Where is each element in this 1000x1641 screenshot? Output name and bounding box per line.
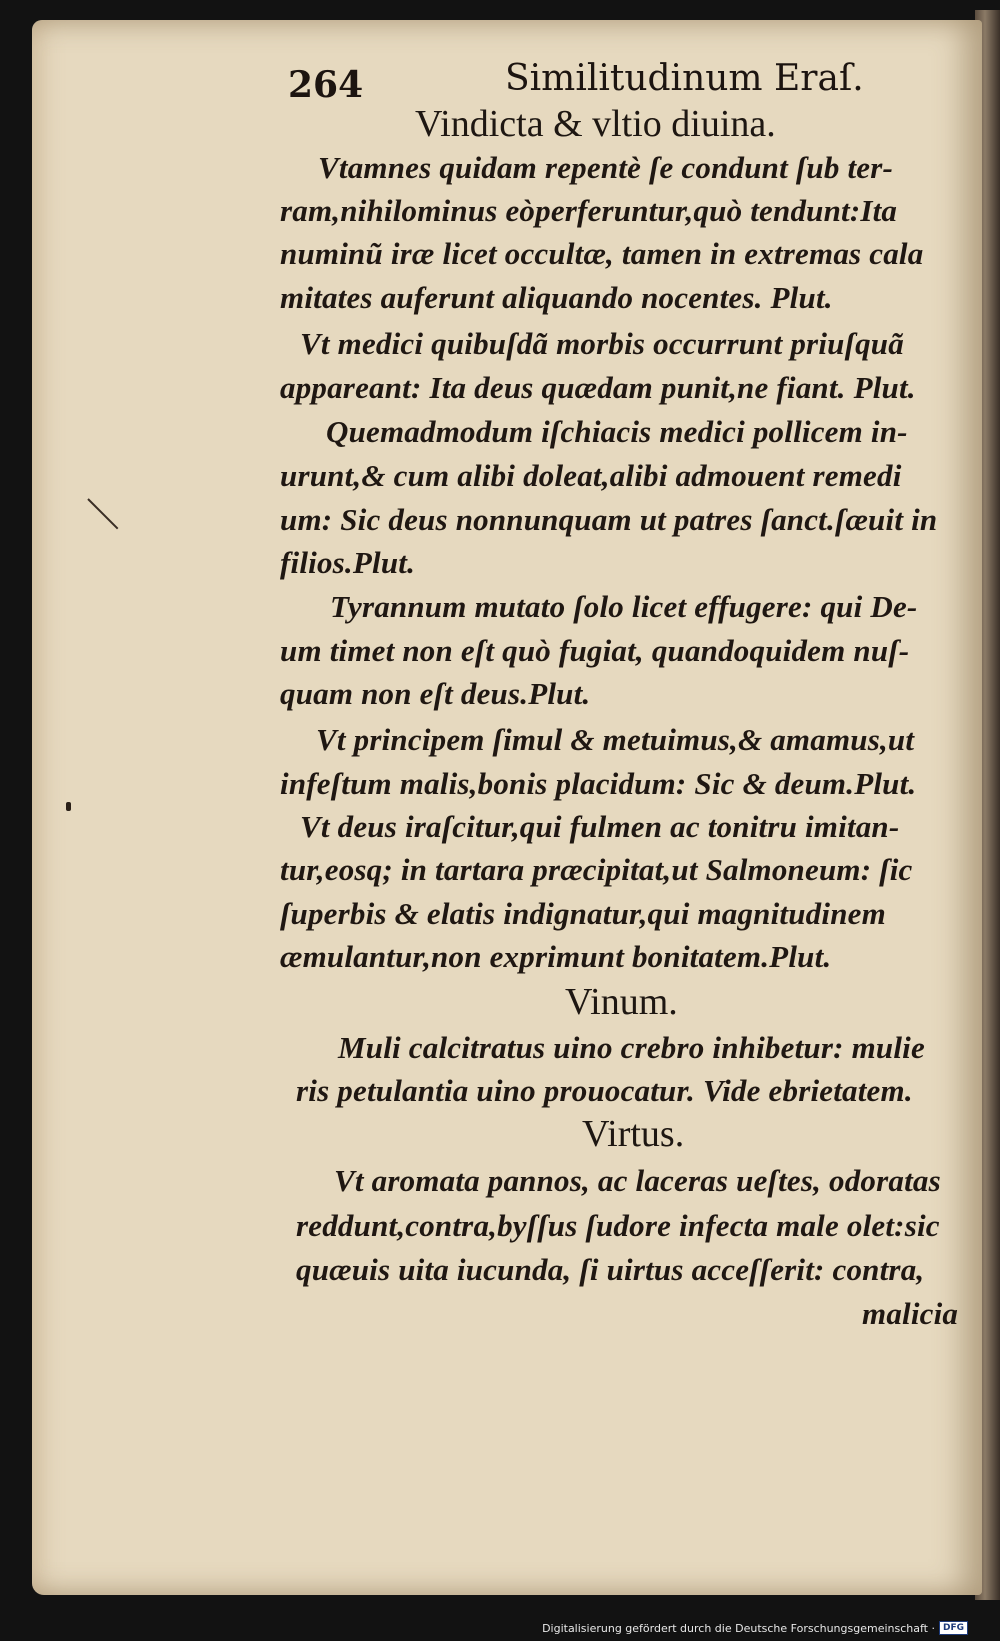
page-number: 264 xyxy=(288,64,364,106)
heading-vinum: Vinum. xyxy=(565,981,678,1023)
text-line: Vt aromata pannos, ac laceras ueſtes, odoratas xyxy=(334,1163,941,1198)
text-line: ram,nihilominus eòperferuntur,quò tendunt:Ita xyxy=(280,193,898,228)
text-line: reddunt,contra,byſſus ſudore infecta male olet:sic xyxy=(296,1208,940,1243)
text-line: quam non eſt deus.Plut. xyxy=(280,676,591,711)
text-line: ris petulantia uino prouocatur. Vide ebrietatem. xyxy=(296,1073,913,1108)
heading-virtus: Virtus. xyxy=(582,1113,685,1155)
footer-text: Digitalisierung gefördert durch die Deutsche Forschungsgemeinschaft · xyxy=(542,1621,935,1635)
text-line: um: Sic deus nonnunquam ut patres ſanct.ſæuit in xyxy=(280,502,938,537)
running-title: Similitudinum Eraſ. xyxy=(505,58,864,99)
digitization-footer xyxy=(542,1621,968,1635)
text-line: tur,eosq; in tartara præcipitat,ut Salmoneum: ſic xyxy=(280,852,913,887)
text-line: Muli calcitratus uino crebro inhibetur: mulie xyxy=(338,1030,925,1065)
dfg-logo: DFG xyxy=(939,1621,968,1635)
text-line: quæuis uita iucunda, ſi uirtus acceſſerit: contra, xyxy=(296,1252,925,1287)
text-line: urunt,& cum alibi doleat,alibi admouent remedi xyxy=(280,458,902,493)
text-line: ſuperbis & elatis indignatur,qui magnitudinem xyxy=(280,896,886,931)
text-line: numinũ iræ licet occultæ, tamen in extremas cala xyxy=(280,236,924,271)
text-line: Quemadmodum iſchiacis medici pollicem in- xyxy=(326,414,908,449)
text-line: filios.Plut. xyxy=(280,545,416,580)
catchword: malicia xyxy=(862,1296,959,1331)
text-line: infeſtum malis,bonis placidum: Sic & deum.Plut. xyxy=(280,766,917,801)
ink-spot xyxy=(66,802,71,811)
text-line: Vt principem ſimul & metuimus,& amamus,ut xyxy=(316,722,915,757)
text-line: Vtamnes quidam repentè ſe condunt ſub ter- xyxy=(318,150,894,185)
text-line: mitates auferunt aliquando nocentes. Plut. xyxy=(280,280,833,315)
text-line: Tyrannum mutato ſolo licet effugere: qui De- xyxy=(330,589,918,624)
text-line: um timet non eſt quò fugiat, quandoquidem nuſ- xyxy=(280,633,910,668)
text-line: æmulantur,non exprimunt bonitatem.Plut. xyxy=(280,939,832,974)
text-line: Vt deus iraſcitur,qui fulmen ac tonitru imitan- xyxy=(300,809,900,844)
heading-vindicta: Vindicta & vltio diuina. xyxy=(415,103,776,145)
text-line: Vt medici quibuſdã morbis occurrunt priuſquã xyxy=(300,326,904,361)
text-line: appareant: Ita deus quædam punit,ne fiant. Plut. xyxy=(280,370,916,405)
